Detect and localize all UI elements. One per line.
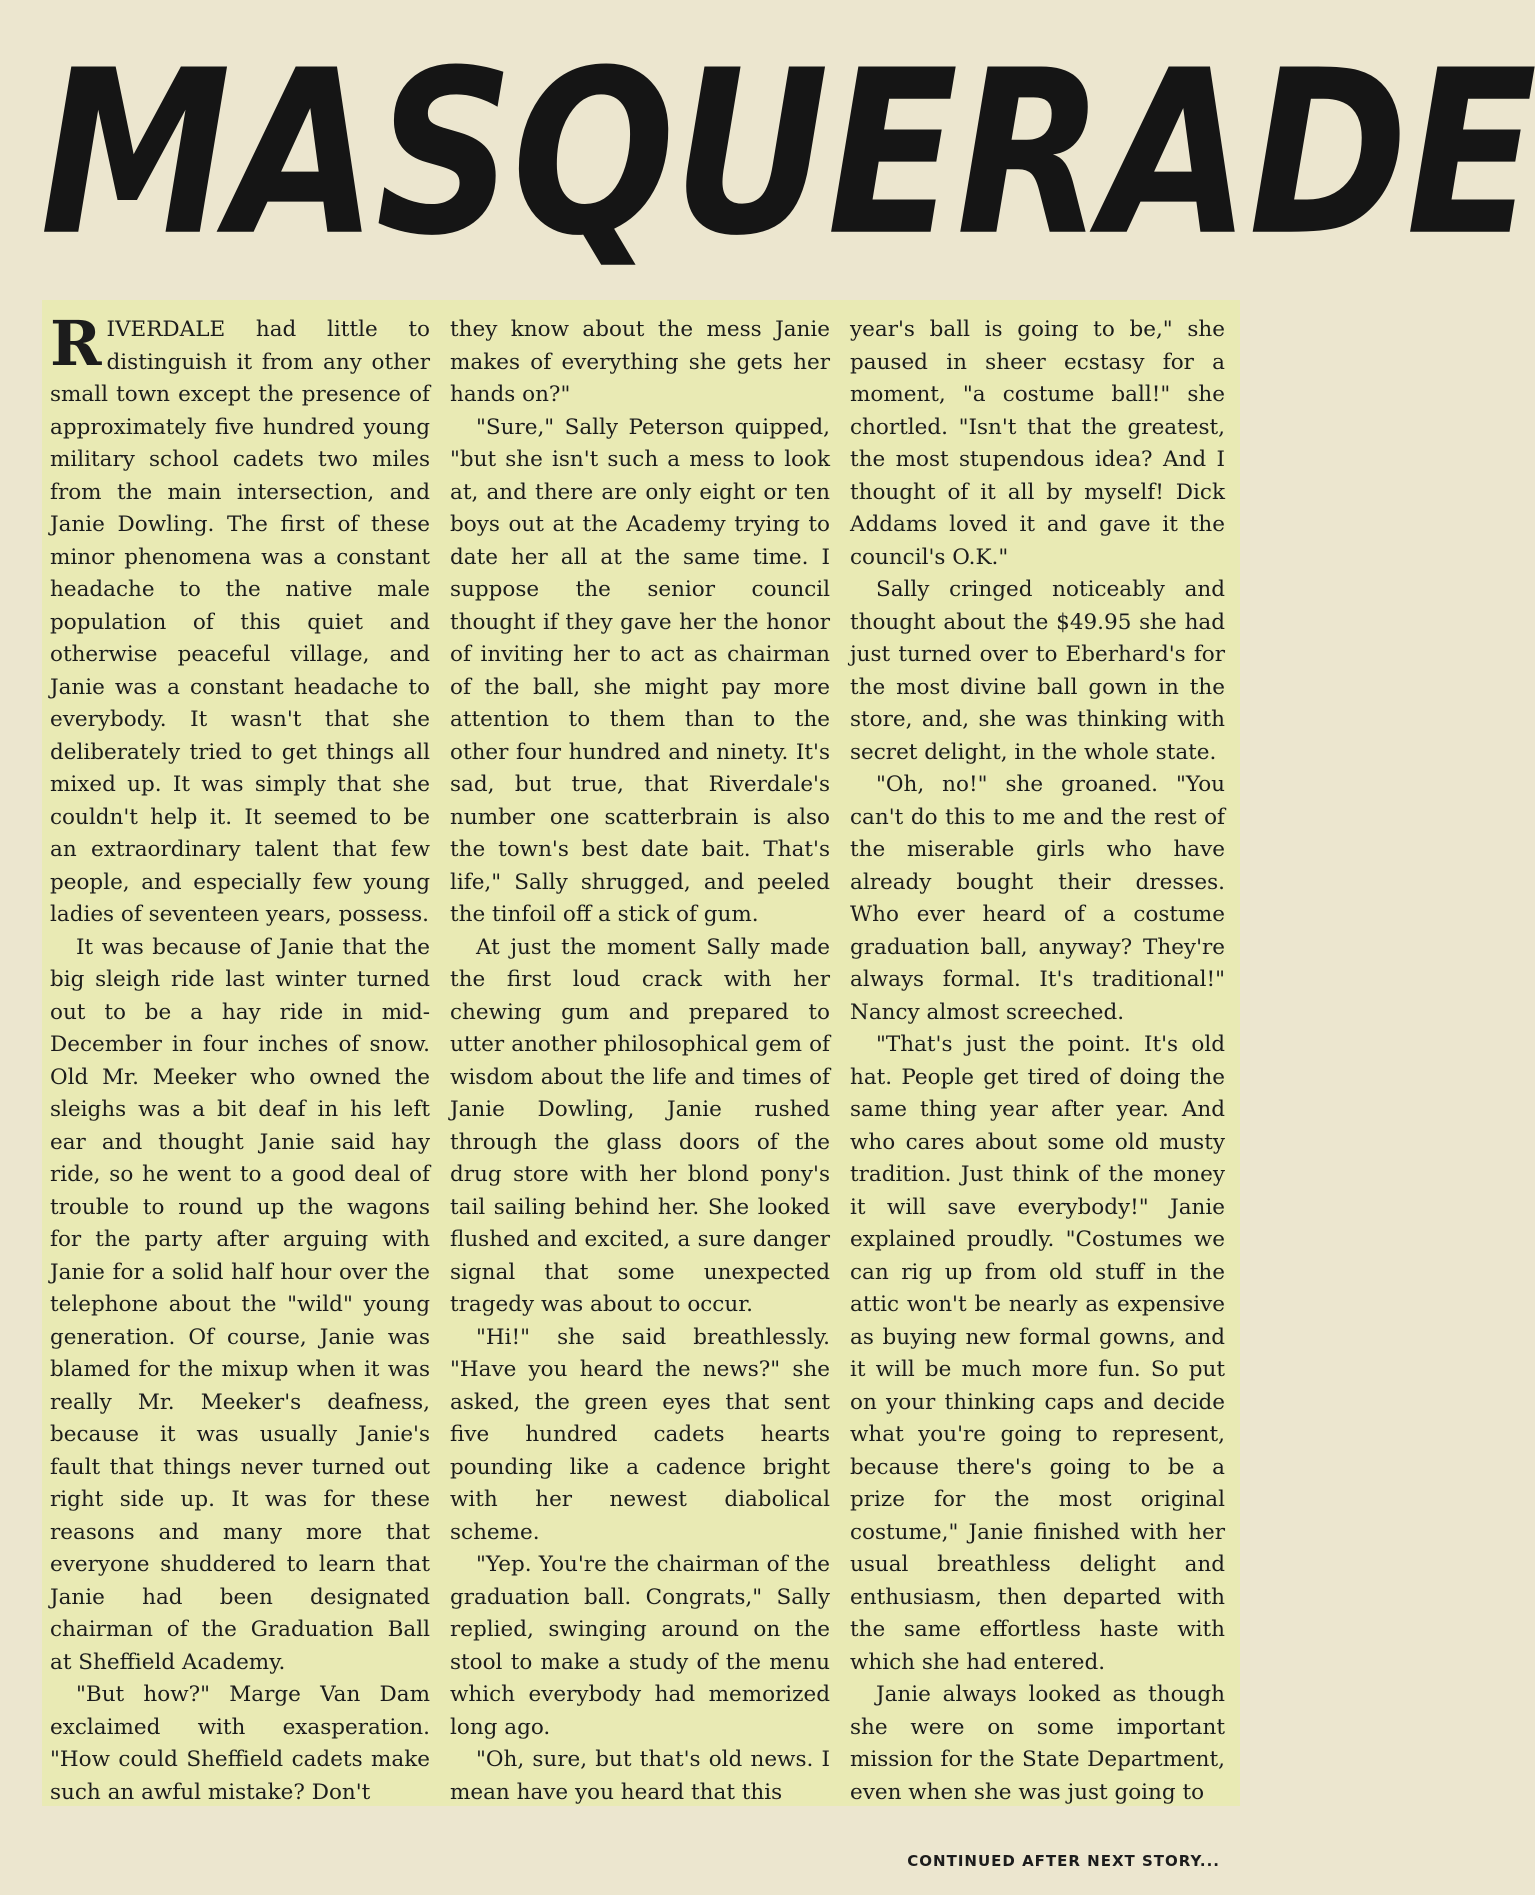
text-column-3	[850, 314, 1225, 1809]
continued-footer: CONTINUED AFTER NEXT STORY...	[907, 1852, 1220, 1870]
paragraph-text: IVERDALE had little to distinguish it from any other small town except the presence of approximately five hundred young military school cadets two miles from the main intersection, and Janie Dowling. The first of these minor phenomena was a constant headache to the native male population of this quiet and otherwise peaceful village, and Janie was a constant headache to everybody. It wasn't that she deliberately tried to get things all mixed up. It was simply that she couldn't help it. It seemed to be an extraordinary talent that few people, and especially few young ladies of seventeen years, possess.	[50, 317, 430, 927]
text-column-2	[450, 314, 830, 1809]
paragraph: "But how?" Marge Van Dam exclaimed with exasperation. "How could Sheffield cadets make such an awful mistake? Don't	[50, 1682, 430, 1805]
paragraph: Sally cringed noticeably and thought about the $49.95 she had just turned over to Eberhard's for the most divine ball gown in the store, and, she was thinking with secret delight, in the whole state.	[850, 577, 1225, 765]
story-text-block	[42, 300, 1240, 1806]
paragraph: At just the moment Sally made the first loud crack with her chewing gum and prepared to utter another philosophical gem of wisdom about the life and times of Janie Dowling, Janie rushed through the glass doors of the drug store with her blond pony's tail sailing behind her. She looked flushed and excited, a sure danger signal that some unexpected tragedy was about to occur.	[450, 934, 830, 1317]
drop-cap: R	[50, 307, 102, 380]
paragraph: It was because of Janie that the big sleigh ride last winter turned out to be a hay ride in mid-December in four inches of snow. Old Mr. Meeker who owned the sleighs was a bit deaf in his left ear and thought Janie said hay ride, so he went to a good deal of trouble to round up the wagons for the party after arguing with Janie for a solid half hour over the telephone about the "wild" young generation. Of course, Janie was blamed for the mixup when it was really Mr. Meeker's deafness, because it was usually Janie's fault that things never turned out right side up. It was for these reasons and many more that everyone shuddered to learn that Janie had been designated chairman of the Graduation Ball at Sheffield Academy.	[50, 934, 430, 1675]
paragraph: "Oh, sure, but that's old news. I mean have you heard that this	[450, 1747, 830, 1805]
paragraph: they know about the mess Janie makes of everything she gets her hands on?"	[450, 317, 830, 407]
paragraph: "Yep. You're the chairman of the graduation ball. Congrats," Sally replied, swinging around on the stool to make a study of the menu which everybody had memorized long ago.	[450, 1552, 830, 1740]
paragraph: Janie always looked as though she were on some important mission for the State Department, even when she was just going to	[850, 1682, 1225, 1805]
paragraph: year's ball is going to be," she paused in sheer ecstasy for a moment, "a costume ball!" she chortled. "Isn't that the greatest, the most stupendous idea? And I thought of it all by myself! Dick Addams loved it and gave it the council's O.K."	[850, 317, 1225, 570]
story-title: MASQUERADE	[40, 22, 1535, 286]
paragraph	[50, 307, 430, 932]
text-column-1	[50, 307, 430, 1809]
paragraph: "Sure," Sally Peterson quipped, "but she isn't such a mess to look at, and there are only eight or ten boys out at the Academy trying to date her all at the same time. I suppose the senior council thought if they gave her the honor of inviting her to act as chairman of the ball, she might pay more attention to them than to the other four hundred and ninety. It's sad, but true, that Riverdale's number one scatterbrain is also the town's best date bait. That's life," Sally shrugged, and peeled the tinfoil off a stick of gum.	[450, 414, 830, 927]
paragraph: "Oh, no!" she groaned. "You can't do this to me and the rest of the miserable girls who have already bought their dresses. Who ever heard of a costume graduation ball, anyway? They're always formal. It's traditional!" Nancy almost screeched.	[850, 772, 1225, 1025]
paragraph: "Hi!" she said breathlessly. "Have you heard the news?" she asked, the green eyes that sent five hundred cadets hearts pounding like a cadence bright with her newest diabolical scheme.	[450, 1324, 830, 1545]
paragraph: "That's just the point. It's old hat. People get tired of doing the same thing year after year. And who cares about some old musty tradition. Just think of the money it will save everybody!" Janie explained proudly. "Costumes we can rig up from old stuff in the attic won't be nearly as expensive as buying new formal gowns, and it will be much more fun. So put on your thinking caps and decide what you're going to represent, because there's going to be a prize for the most original costume," Janie finished with her usual breathless delight and enthusiasm, then departed with the same effortless haste with which she had entered.	[850, 1032, 1225, 1675]
